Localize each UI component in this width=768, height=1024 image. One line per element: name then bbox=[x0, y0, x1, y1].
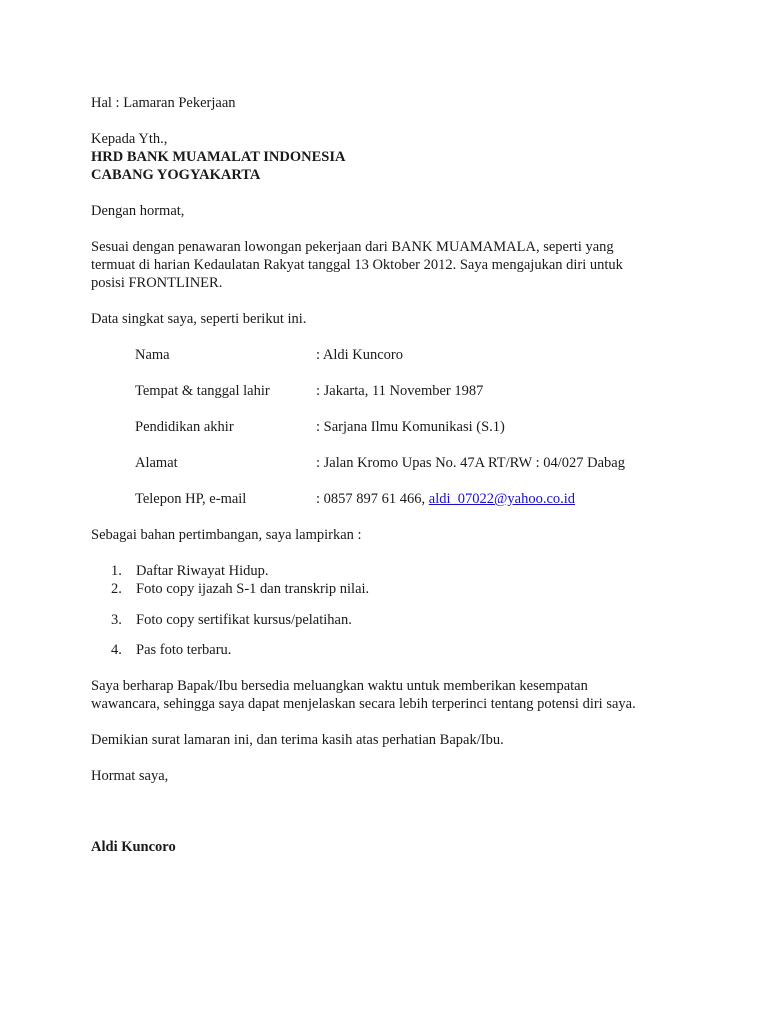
signature-name: Aldi Kuncoro bbox=[91, 839, 176, 855]
closing-line: Demikian surat lamaran ini, dan terima kasih atas perhatian Bapak/Ibu. bbox=[91, 732, 504, 748]
intro-line-2: termuat di harian Kedaulatan Rakyat tanggal 13 Oktober 2012. Saya mengajukan diri untuk bbox=[91, 257, 623, 273]
personal-value: : Jalan Kromo Upas No. 47A RT/RW : 04/027 Dabag bbox=[316, 455, 625, 471]
personal-contact bbox=[316, 490, 575, 508]
greeting: Dengan hormat, bbox=[91, 203, 185, 219]
list-item: Foto copy sertifikat kursus/pelatihan. bbox=[136, 612, 352, 628]
personal-label: Tempat & tanggal lahir bbox=[135, 383, 270, 399]
hope-line-2: wawancara, sehingga saya dapat menjelaskan secara lebih terperinci tentang potensi diri saya. bbox=[91, 696, 636, 712]
personal-label: Nama bbox=[135, 347, 170, 363]
list-item: Foto copy ijazah S-1 dan transkrip nilai. bbox=[136, 581, 370, 597]
recipient-branch: CABANG YOGYAKARTA bbox=[91, 167, 261, 183]
intro-line-3: posisi FRONTLINER. bbox=[91, 275, 223, 291]
personal-value: : Jakarta, 11 November 1987 bbox=[316, 383, 484, 399]
data-intro: Data singkat saya, seperti berikut ini. bbox=[91, 311, 307, 327]
phone-value: : 0857 897 61 466, bbox=[316, 491, 429, 507]
recipient-name: HRD BANK MUAMALAT INDONESIA bbox=[91, 149, 346, 165]
list-item: Daftar Riwayat Hidup. bbox=[136, 563, 269, 579]
personal-label: Telepon HP, e-mail bbox=[135, 491, 247, 507]
personal-value: : Aldi Kuncoro bbox=[316, 347, 403, 363]
email-link[interactable]: aldi_07022@yahoo.co.id bbox=[428, 491, 576, 507]
to-line: Kepada Yth., bbox=[91, 131, 168, 147]
hope-line-1: Saya berharap Bapak/Ibu bersedia meluangkan waktu untuk memberikan kesempatan bbox=[91, 678, 588, 694]
subject-line: Hal : Lamaran Pekerjaan bbox=[91, 95, 236, 111]
list-item: Pas foto terbaru. bbox=[136, 642, 232, 658]
list-number: 1. bbox=[111, 563, 122, 579]
intro-line-1: Sesuai dengan penawaran lowongan pekerjaan dari BANK MUAMAMALA, seperti yang bbox=[91, 239, 614, 255]
personal-label: Alamat bbox=[135, 455, 178, 471]
attach-intro: Sebagai bahan pertimbangan, saya lampirkan : bbox=[91, 527, 362, 543]
personal-value: : Sarjana Ilmu Komunikasi (S.1) bbox=[316, 419, 505, 435]
list-number: 2. bbox=[111, 581, 122, 597]
list-number: 4. bbox=[111, 642, 122, 658]
list-number: 3. bbox=[111, 612, 122, 628]
regards-line: Hormat saya, bbox=[91, 768, 169, 784]
personal-label: Pendidikan akhir bbox=[135, 419, 234, 435]
